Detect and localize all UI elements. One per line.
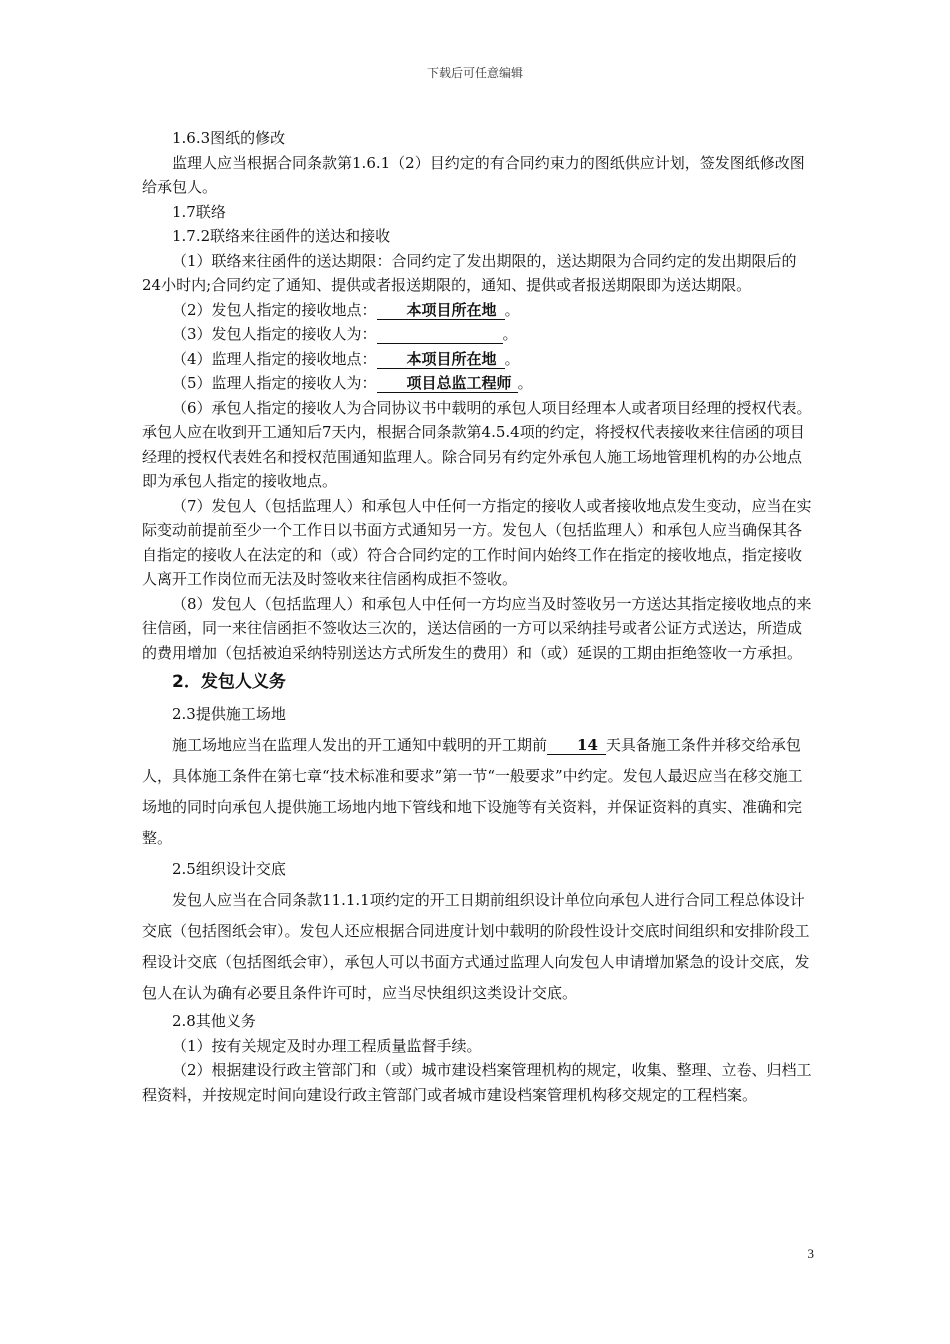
section-2-8-title: 2.8其他义务 <box>172 1012 256 1030</box>
liaison-item-3 <box>142 322 814 347</box>
section-2-5-body: 发包人应当在合同条款11.1.1项约定的开工日期前组织设计单位向承包人进行合同工程总体设计交底（包括图纸会审）。发包人还应根据合同进度计划中载明的阶段性设计交底时间组织和安排阶段工程设计交底（包括图纸会审），承包人可以书面方式通过监理人向发包人申请增加紧急的设计交底，发包人在认为确有必要且条件许可时，应当尽快组织这类设计交底。 <box>142 891 810 1002</box>
page-content <box>142 126 814 1107</box>
section-2-3-prefix: 施工场地应当在监理人发出的开工通知中载明的开工期前 <box>172 736 548 754</box>
item-3-prefix: （3）发包人指定的接收人为： <box>172 325 377 343</box>
item-4-prefix: （4）监理人指定的接收地点： <box>172 349 377 368</box>
liaison-item-7: （7）发包人（包括监理人）和承包人中任何一方指定的接收人或者接收地点发生变动，应当在实际变动前提前至少一个工作日以书面方式通知另一方。发包人（包括监理人）和承包人应当确保其各自指定的接收人在法定的和（或）符合合同约定的工作时间内始终工作在指定的接收地点，指定接收人离开工作岗位而无法及时签收来往信函构成拒不签收。 <box>142 496 812 588</box>
liaison-item-5 <box>142 371 814 396</box>
liaison-item-6: （6）承包人指定的接收人为合同协议书中载明的承包人项目经理本人或者项目经理的授权代表。承包人应在收到开工通知后7天内，根据合同条款第4.5.4项的约定，将授权代表接收来往信函的项目经理的授权代表姓名和授权范围通知监理人。除合同另有约定外承包人施工场地管理机构的办公地点即为承包人指定的接收地点。 <box>142 398 812 490</box>
section-2-3-rest: 天具备施工条件并移交给承包人，具体施工条件在第七章“技术标准和要求”第一节“一般要求”中约定。发包人最迟应当在移交施工场地的同时向承包人提供施工场地内地下管线和地下设施等有关资料，并保证资料的真实、准确和完整。 <box>142 736 803 847</box>
section-1-6-3-title: 1.6.3图纸的修改 <box>172 129 286 147</box>
page-header: 下载后可任意编辑 <box>426 66 523 80</box>
item-2-end: 。 <box>504 300 520 319</box>
item-4-value: 本项目所在地 <box>377 350 505 369</box>
liaison-item-1: （1）联络来往函件的送达期限：合同约定了发出期限的，送达期限为合同约定的发出期限后的24小时内;合同约定了通知、提供或者报送期限的，通知、提供或者报送期限即为送达期限。 <box>142 251 797 294</box>
item-5-value: 项目总监工程师 <box>377 374 518 393</box>
item-3-value <box>377 325 503 344</box>
liaison-item-2 <box>142 298 814 323</box>
section-2-8-item-2: （2）根据建设行政主管部门和（或）城市建设档案管理机构的规定，收集、整理、立卷、归档工程资料，并按规定时间向建设行政主管部门或者城市建设档案管理机构移交规定的工程档案。 <box>142 1061 812 1104</box>
liaison-item-4 <box>142 347 814 372</box>
section-2-3-title: 2.3提供施工场地 <box>172 705 286 723</box>
item-2-prefix: （2）发包人指定的接收地点： <box>172 300 377 319</box>
section-2-3-body <box>142 730 814 854</box>
page-number: 3 <box>807 1246 814 1261</box>
section-2-heading: 2．发包人义务 <box>172 672 286 692</box>
section-2-5-title: 2.5组织设计交底 <box>172 860 286 878</box>
section-2-3-days-value: 14 <box>547 736 606 755</box>
liaison-item-8: （8）发包人（包括监理人）和承包人中任何一方均应当及时签收另一方送达其指定接收地点的来往信函，同一来往信函拒不签收达三次的，送达信函的一方可以采纳挂号或者公证方式送达，所造成的费用增加（包括被迫采纳特别送达方式所发生的费用）和（或）延误的工期由拒绝签收一方承担。 <box>142 594 812 662</box>
item-5-end: 。 <box>517 374 533 392</box>
item-2-value: 本项目所在地 <box>377 301 505 320</box>
item-3-end: 。 <box>502 325 518 343</box>
item-5-prefix: （5）监理人指定的接收人为： <box>172 374 377 392</box>
section-1-7-title: 1.7联络 <box>172 202 226 221</box>
item-4-end: 。 <box>504 349 520 368</box>
section-2-8-item-1: （1）按有关规定及时办理工程质量监督手续。 <box>172 1036 482 1055</box>
section-1-7-2-title: 1.7.2联络来往函件的送达和接收 <box>172 227 391 245</box>
section-1-6-3-body: 监理人应当根据合同条款第1.6.1（2）目约定的有合同约束力的图纸供应计划，签发图纸修改图给承包人。 <box>142 153 805 196</box>
